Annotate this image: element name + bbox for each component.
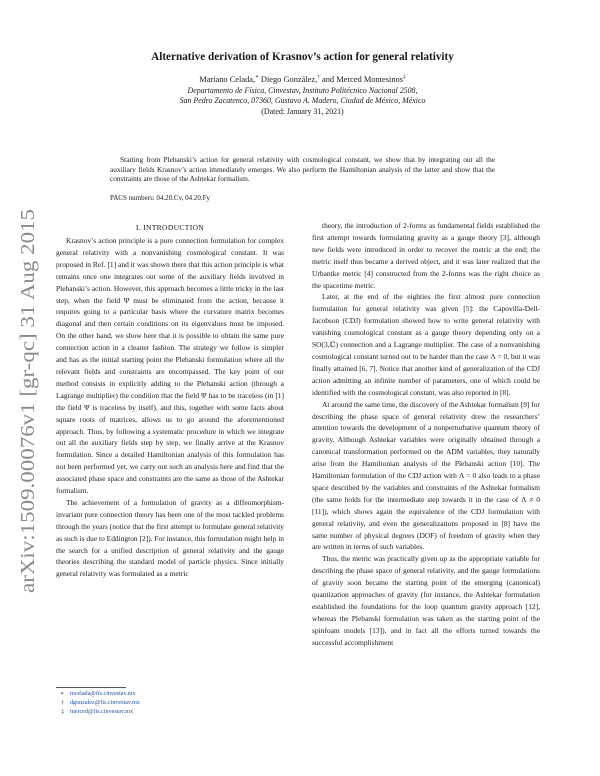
body-paragraph: Thus, the metric was practically given up as the appropriate variable for describing the phase space of general relativity, and the gauge formulations of gravity soon became the starting point of the emerging (canonical) quantization approaches of gravity (for instance, the Ashtekar formulation established the foundations for the loop quantum gravity approach [12], whereas the Plebanski formulation was taken as the starting point of the spinfoam models [13]), and in fact all the efforts turned towards the successful accomplishment [312, 554, 540, 647]
author-name: Mariano Celada, [199, 75, 256, 84]
date-line: (Dated: January 31, 2021) [261, 106, 344, 116]
author-name: and Merced Montesinos [322, 75, 403, 84]
author-footnote-mark: ‡ [402, 74, 406, 81]
affiliation-block [60, 86, 545, 117]
affiliation-line: San Pedro Zacatenco, 07360, Gustavo A. Madero, Ciudad de México, México [179, 96, 426, 106]
email-link[interactable]: merced@fis.cinvestav.mx [70, 709, 134, 716]
author-name: Diego González, [260, 75, 318, 84]
body-paragraph: At around the same time, the discovery of the Ashtekar formalism [9] for describing the phase space of general relativity drew the researchers’ attention towards the development of a nonperturbative quantum theory of gravity. Although Ashtekar variables were originally obtained through a canonical transformation performed on the ADM variables, they naturally arise from the Hamiltonian analysis of the Plebanski action [10]. The Hamiltonian formulation of the CDJ action with Λ = 0 also leads to a phase space described by the variables and constraints of the Ashtekar formalism (the same holds for the intermediate step towards it in the case of Λ ≠ 0 [11]), which shows again the equivalence of the CDJ formulation with general relativity, and even the generalizations proposed in [8] have the same number of physical degrees (DOF) of freedom of gravity when they are written in terms of such variables. [312, 399, 540, 552]
footnote-mark: ∗ [60, 691, 64, 697]
body-paragraph: theory, the introduction of 2-forms as fundamental fields established the first attempt towards formulating gravity as a gauge theory [3], although new fields were introduced in order to recover the metric at the end; the metric itself thus became a derived object, and it was later realized that the Urbantke metric [4] constructed from the 2-forms was the right choice as the spacetime metric. [312, 221, 540, 290]
footnote [56, 699, 284, 708]
footnote-mark: ‡ [61, 709, 64, 716]
right-column [312, 220, 540, 758]
email-link[interactable]: dgonzalez@fis.cinvestav.mx [70, 700, 140, 707]
author-list [60, 75, 545, 86]
footnote [56, 690, 284, 699]
footnote-mark: † [61, 700, 64, 707]
email-link[interactable]: mcelada@fis.cinvestav.mx [70, 691, 136, 697]
footnote-divider [56, 687, 126, 688]
author-footnote-mark: † [317, 74, 320, 81]
body-paragraph: The achievement of a formulation of gravity as a diffeomorphism-invariant pure connection theory has been one of the most tackled problems through the years (notice that the first attempt to formulate general relativity as such is due to Eddington [2]). For instance, this formulation might help in the search for a unified description of general relativity and the gauge theories describing the standard model of particle physics. Since initially general relativity was formulated as a metric [56, 497, 284, 579]
left-column [56, 222, 284, 678]
author-footnote-mark: ∗ [255, 74, 259, 81]
section-heading: I. INTRODUCTION [135, 223, 205, 232]
body-paragraph: Krasnov’s action principle is a pure connection formulation for complex general relativity with a nonvanishing cosmological constant. It was proposed in Ref. [1] and it was shown there that this action principle is what remains once one integrates out some of the auxiliary fields involved in Plebanski’s action. However, this approach becomes a little tricky in the last step, when the field Ψ must be eliminated from the action, because it requires going to a particular basis where the curvature matrix becomes diagonal and then certain conditions on its eigenvalues must be imposed. On the other hand, we show here that it is possible to obtain the same pure connection action in a cleaner fashion. The strategy we follow is simpler and has as the initial starting point the Plebanski formulation where all the relevant fields and constraints are encompassed. The key point of our method consists in explicitly adding to the Plebanski action (through a Lagrange multiplier) the condition that the field Ψ has to be traceless (in [1] the field Ψ is traceless by itself), and this, together with some facts about square roots of matrices, allows us to go around the aforementioned approach. Thus, by following a systematic procedure in which we integrate out all the auxiliary fields step by step, we finally arrive at the Krasnov formulation. Since a detailed Hamiltonian analysis of this formulation has not been performed yet, we carry out such an analysis here and find that the associated phase space and constraints are the same as those of the Ashtekar formalism. [56, 236, 284, 496]
footnotes [56, 690, 284, 718]
body-paragraph: Later, at the end of the eighties the first almost pure connection formulation for general relativity was given [5]: the Capovilla-Dell-Jacobson (CDJ) formulation showed how to write general relativity with vanishing cosmological constant as a gauge theory depending only on a SO(3,ℂ) connection and a Lagrange multiplier. The case of a nonvanishing cosmological constant turned out to be harder than the case Λ = 0, but it was finally attained [6, 7]. Notice that another kind of generalization of the CDJ action admitting an infinite number of parameters, one of which could be identified with the cosmological constant, was also reported in [8]. [312, 292, 540, 397]
footnote [56, 708, 284, 717]
arxiv-sidebar-stamp [10, 205, 42, 595]
paper-title: Alternative derivation of Krasnov’s action for general relativity [151, 51, 454, 63]
abstract: Starting from Plebanski’s action for general relativity with cosmological constant, we show that by integrating out all the auxiliary fields Krasnov’s action immediately emerges. We also perform the Hamiltonian analysis of the latter and show that the constraints are those of the Ashtekar formalism. [110, 155, 495, 184]
pacs-numbers: PACS numbers: 04.20.Cv, 04.20.Fy [110, 194, 211, 202]
arxiv-identifier: arXiv:1509.00076v1 [gr-qc] 31 Aug 2015 [18, 266, 39, 593]
affiliation-line: Departamento de Física, Cinvestav, Instituto Politécnico Nacional 2508, [187, 86, 418, 95]
